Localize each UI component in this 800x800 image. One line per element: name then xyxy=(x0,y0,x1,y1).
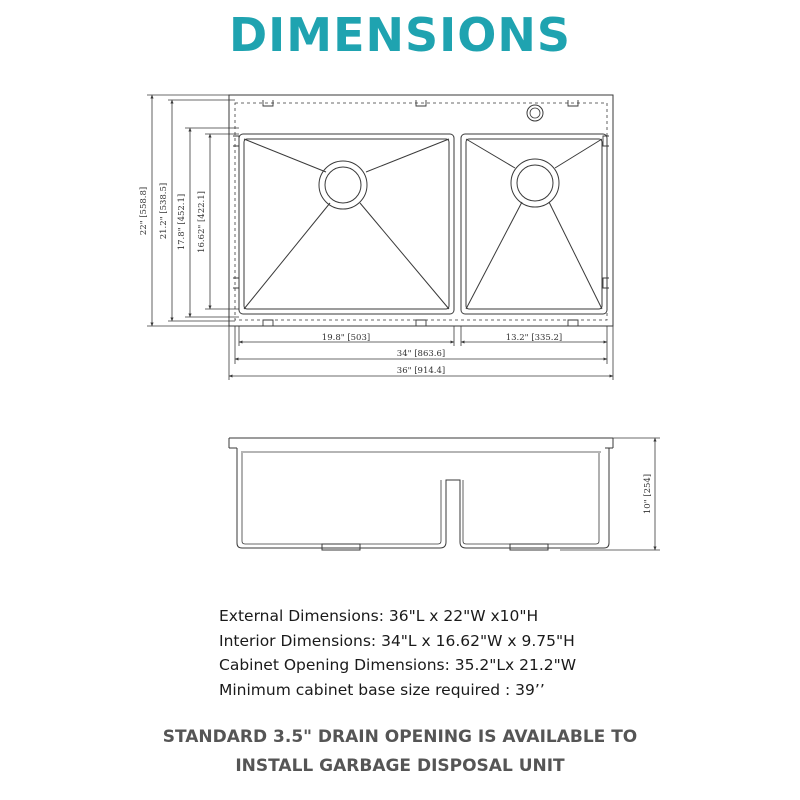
sink-deck-outline xyxy=(229,95,613,326)
dim-overall-width: 36" [914.4] xyxy=(396,366,446,376)
small-bowl-drain xyxy=(511,159,559,207)
spec-external-dimensions: External Dimensions: 36"L x 22"W x10"H xyxy=(219,607,539,625)
small-bowl xyxy=(461,134,607,314)
page-title: DIMENSIONS xyxy=(229,8,571,62)
side-drain-left xyxy=(322,544,360,550)
dim-height-cabinet: 21.2" [538.5] xyxy=(159,182,169,240)
spec-minimum-cabinet-base: Minimum cabinet base size required : 39’’ xyxy=(219,680,545,699)
dim-depth: 10" [254] xyxy=(643,473,653,515)
dim-height-bowl-outer: 17.8" [452.1] xyxy=(177,193,187,251)
dim-large-bowl-width: 19.8" [503] xyxy=(321,333,371,343)
large-bowl xyxy=(239,134,454,314)
side-drain-right xyxy=(510,544,548,550)
faucet-hole xyxy=(527,105,543,121)
footer-note-line-1: STANDARD 3.5" DRAIN OPENING IS AVAILABLE TO xyxy=(162,727,638,747)
footer-note-line-2: INSTALL GARBAGE DISPOSAL UNIT xyxy=(235,756,565,776)
spec-interior-dimensions: Interior Dimensions: 34"L x 16.62"W x 9.75"H xyxy=(219,631,575,650)
large-bowl-drain xyxy=(319,161,367,209)
sink-rim-dashed xyxy=(235,103,607,320)
specifications-list xyxy=(219,604,576,702)
spec-cabinet-opening: Cabinet Opening Dimensions: 35.2"Lx 21.2"W xyxy=(219,656,577,674)
dim-height-outer: 22" [558.8] xyxy=(139,186,149,236)
dim-interior-width: 34" [863.6] xyxy=(396,349,446,359)
sink-side-view xyxy=(229,438,660,550)
dim-height-bowl-inner: 16.62" [422.1] xyxy=(197,191,207,253)
dim-small-bowl-width: 13.2" [335.2] xyxy=(505,333,563,343)
